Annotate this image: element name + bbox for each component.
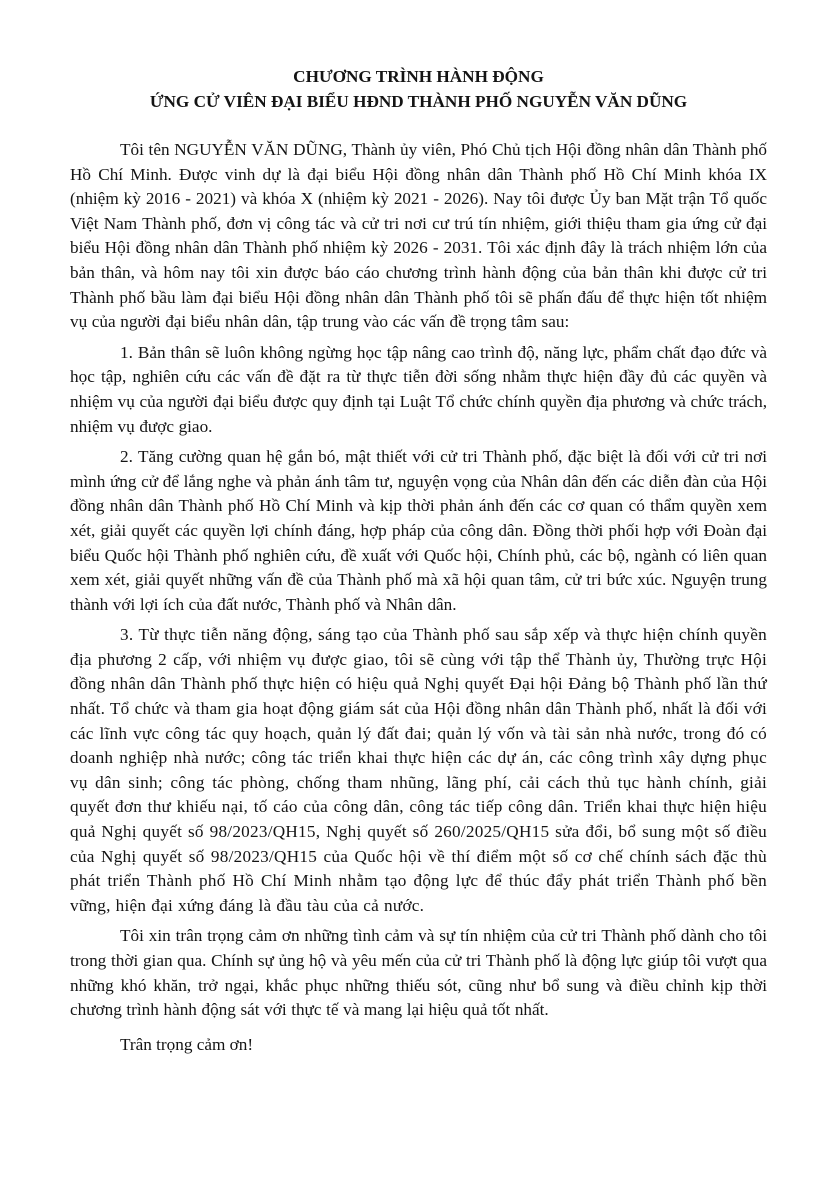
thanks-paragraph: Tôi xin trân trọng cảm ơn những tình cảm và sự tín nhiệm của cử tri Thành phố dành cho tôi trong thời gian qua. Chính sự ủng hộ và yêu mến của cử tri Thành phố là động lực giúp tôi vượt qua những khó khăn, trở ngại, khắc phục những thiếu sót, cũng như bổ sung và điều chỉnh kịp thời chương trình hành động sát với thực tế và mang lại hiệu quả tốt nhất.: [70, 926, 767, 1020]
action-item-2: 2. Tăng cường quan hệ gắn bó, mật thiết với cử tri Thành phố, đặc biệt là đối với cử tri nơi mình ứng cử để lắng nghe và phản ánh tâm tư, nguyện vọng của Nhân dân đến các diễn đàn của Hội đồng nhân dân Thành phố Hồ Chí Minh và kịp thời phản ánh đến các cơ quan có thẩm quyền xem xét, giải quyết các quyền lợi chính đáng, hợp pháp của công dân. Đồng thời phối hợp với Đoàn đại biểu Quốc hội Thành phố nghiên cứu, đề xuất với Quốc hội, Chính phủ, các bộ, ngành có liên quan xem xét, giải quyết những vấn đề của Thành phố mà xã hội quan tâm, cử tri bức xúc. Nguyện trung thành với lợi ích của đất nước, Thành phố và Nhân dân.: [70, 447, 767, 614]
intro-paragraph: Tôi tên NGUYỄN VĂN DŨNG, Thành ủy viên, Phó Chủ tịch Hội đồng nhân dân Thành phố Hồ Chí Minh. Được vinh dự là đại biểu Hội đồng nhân dân Thành phố Hồ Chí Minh khóa IX (nhiệm kỳ 2016 - 2021) và khóa X (nhiệm kỳ 2021 - 2026). Nay tôi được Ủy ban Mặt trận Tổ quốc Việt Nam Thành phố, đơn vị công tác và cử tri nơi cư trú tín nhiệm, giới thiệu tham gia ứng cử đại biểu Hội đồng nhân dân Thành phố nhiệm kỳ 2026 - 2031. Tôi xác định đây là trách nhiệm lớn của bản thân, và hôm nay tôi xin được báo cáo chương trình hành động của bản thân khi được cử tri Thành phố bầu làm đại biểu Hội đồng nhân dân Thành phố tôi sẽ phấn đấu để thực hiện tốt nhiệm vụ của người đại biểu nhân dân, tập trung vào các vấn đề trọng tâm sau:: [70, 140, 767, 332]
closing-line: Trân trọng cảm ơn!: [120, 1034, 254, 1054]
title-line-2: ỨNG CỬ VIÊN ĐẠI BIỂU HĐND THÀNH PHỐ NGUYỄN VĂN DŨNG: [149, 92, 688, 111]
action-item-3: 3. Từ thực tiễn năng động, sáng tạo của Thành phố sau sắp xếp và thực hiện chính quyền địa phương 2 cấp, với nhiệm vụ được giao, tôi sẽ cùng với tập thể Thành ủy, Thường trực Hội đồng nhân dân Thành phố thực hiện có hiệu quả Nghị quyết Đại hội Đảng bộ Thành phố lần thứ nhất. Tổ chức và tham gia hoạt động giám sát của Hội đồng nhân dân Thành phố, nhất là đối với các lĩnh vực công tác quy hoạch, quản lý đất đai; quản lý vốn và tài sản nhà nước, trong đó có doanh nghiệp nhà nước; công tác triển khai thực hiện các dự án, các công trình xây dựng phục vụ dân sinh; công tác phòng, chống tham nhũng, lãng phí, cải cách thủ tục hành chính, giải quyết đơn thư khiếu nại, tố cáo của công dân, công tác tiếp công dân. Triển khai thực hiện hiệu quả Nghị quyết số 98/2023/QH15, Nghị quyết số 260/2025/QH15 sửa đổi, bổ sung một số điều của Nghị quyết số 98/2023/QH15 của Quốc hội về thí điểm một số cơ chế chính sách đặc thù phát triển Thành phố Hồ Chí Minh nhằm tạo động lực để thúc đẩy phát triển Thành phố bền vững, hiện đại xứng đáng là đầu tàu của cả nước.: [70, 625, 767, 915]
document-title: [70, 64, 767, 114]
action-item-1: 1. Bản thân sẽ luôn không ngừng học tập nâng cao trình độ, năng lực, phẩm chất đạo đức và học tập, nghiên cứu các vấn đề đặt ra từ thực tiễn đời sống nhằm thực hiện đầy đủ các quyền và nhiệm vụ của người đại biểu được quy định tại Luật Tổ chức chính quyền địa phương và chức trách, nhiệm vụ được giao.: [70, 342, 767, 436]
title-line-1: CHƯƠNG TRÌNH HÀNH ĐỘNG: [293, 67, 544, 86]
